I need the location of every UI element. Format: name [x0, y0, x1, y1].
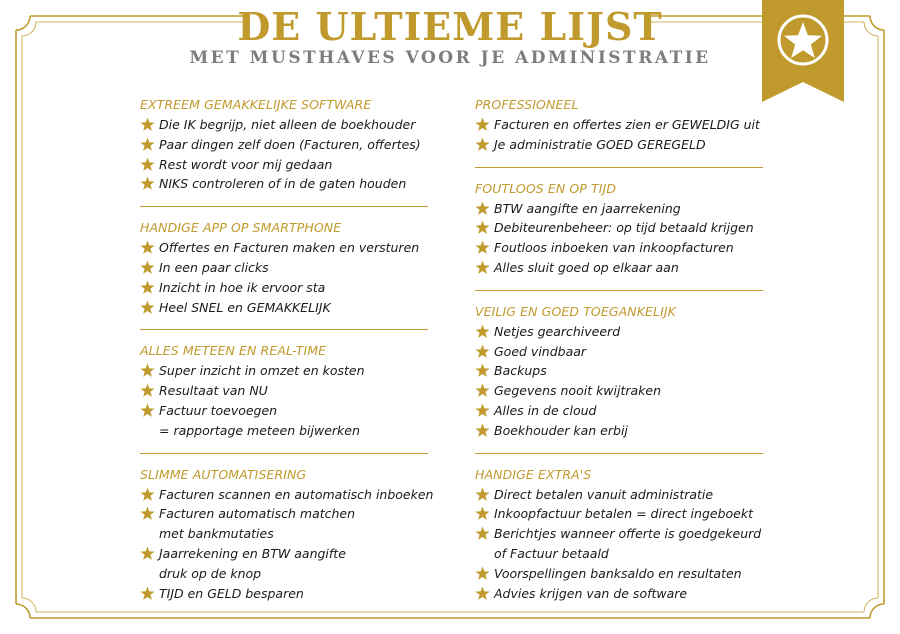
checklist-item — [140, 361, 440, 381]
checklist-item — [475, 504, 775, 524]
checklist-item — [475, 322, 775, 342]
checklist-item-text: Inkoopfactuur betalen = direct ingeboekt — [494, 506, 753, 522]
checklist-item — [475, 401, 775, 421]
checklist — [475, 322, 775, 441]
checklist-item-text: druk op de knop — [159, 565, 262, 581]
checklist-item-text: = rapportage meteen bijwerken — [159, 422, 360, 438]
star-icon — [475, 117, 490, 132]
checklist-item-text: Backups — [494, 363, 547, 379]
star-icon — [140, 176, 155, 191]
star-icon — [475, 383, 490, 398]
star-icon — [475, 344, 490, 359]
star-icon — [140, 157, 155, 172]
checklist-item-text: Resultaat van NU — [159, 383, 268, 399]
checklist-item — [140, 544, 440, 564]
checklist-item — [475, 135, 775, 155]
checklist-item — [475, 258, 775, 278]
star-icon — [475, 201, 490, 216]
checklist-item-text: Alles in de cloud — [494, 402, 597, 418]
checklist-section — [140, 95, 440, 194]
checklist-item-text: Inzicht in hoe ik ervoor sta — [159, 279, 326, 295]
checklist-item — [140, 174, 440, 194]
checklist-item — [475, 342, 775, 362]
checklist-item-text: Super inzicht in omzet en kosten — [159, 363, 365, 379]
checklist-item — [475, 485, 775, 505]
star-icon — [140, 383, 155, 398]
checklist-item — [140, 115, 440, 135]
checklist-item-text: Je administratie GOED GEREGELD — [494, 136, 706, 152]
checklist-item — [475, 199, 775, 219]
checklist-item-text: TIJD en GELD besparen — [159, 585, 304, 601]
star-icon — [140, 546, 155, 561]
checklist-item-text: Jaarrekening en BTW aangifte — [159, 545, 346, 561]
checklist-item-text: Die IK begrijp, niet alleen de boekhouder — [159, 117, 416, 132]
checklist — [140, 115, 440, 194]
checklist-item-continuation — [140, 421, 440, 441]
checklist-item — [140, 155, 440, 175]
checklist-section — [475, 465, 775, 604]
checklist-item-text: Paar dingen zelf doen (Facturen, offertes) — [159, 136, 421, 152]
star-icon — [140, 487, 155, 502]
checklist — [475, 115, 775, 155]
section-divider — [475, 453, 763, 454]
checklist-section — [475, 179, 775, 278]
star-icon — [140, 117, 155, 132]
star-icon — [140, 363, 155, 378]
section-heading: HANDIGE EXTRA'S — [475, 466, 592, 482]
right-column — [475, 95, 775, 603]
star-icon — [475, 586, 490, 601]
star-icon — [140, 137, 155, 152]
checklist-item-text: Facturen en offertes zien er GEWELDIG uit — [494, 117, 760, 132]
checklist-item-continuation — [140, 524, 440, 544]
star-icon — [140, 506, 155, 521]
checklist-item-text: Netjes gearchiveerd — [494, 323, 621, 339]
checklist-item — [140, 258, 440, 278]
section-divider — [475, 290, 763, 291]
checklist-item-text: Debiteurenbeheer: op tijd betaald krijgen — [494, 220, 754, 236]
page-subtitle: MET MUSTHAVES VOOR JE ADMINISTRATIE — [189, 48, 711, 68]
checklist-item — [140, 278, 440, 298]
checklist-item-text: BTW aangifte en jaarrekening — [494, 200, 681, 216]
section-heading: ALLES METEEN EN REAL-TIME — [140, 343, 327, 359]
checklist-item — [140, 401, 440, 421]
checklist-item — [140, 135, 440, 155]
star-icon — [475, 487, 490, 502]
section-divider — [475, 167, 763, 168]
section-heading: SLIMME AUTOMATISERING — [140, 466, 307, 482]
checklist-item-text: of Factuur betaald — [494, 545, 609, 561]
checklist-item-text: Offertes en Facturen maken en versturen — [159, 240, 420, 256]
star-icon — [140, 403, 155, 418]
checklist-item — [140, 381, 440, 401]
ribbon-badge — [762, 0, 844, 102]
section-heading: VEILIG EN GOED TOEGANKELIJK — [475, 303, 676, 319]
checklist-item-text: In een paar clicks — [159, 259, 269, 275]
left-column — [140, 95, 440, 603]
checklist-item-continuation — [140, 564, 440, 584]
checklist-item-text: Facturen scannen en automatisch inboeken — [159, 486, 434, 502]
checklist-section — [140, 341, 440, 440]
checklist-item-text: Direct betalen vanuit administratie — [494, 486, 714, 502]
checklist-item-text: Gegevens nooit kwijtraken — [494, 383, 662, 399]
checklist-item — [475, 421, 775, 441]
star-icon — [140, 586, 155, 601]
page-title: DE ULTIEME LIJST — [237, 4, 663, 49]
star-icon — [475, 137, 490, 152]
star-icon — [140, 300, 155, 315]
checklist — [140, 238, 440, 317]
checklist-item-text: Alles sluit goed op elkaar aan — [494, 259, 679, 275]
star-icon — [475, 566, 490, 581]
checklist-item-text: Voorspellingen banksaldo en resultaten — [494, 565, 742, 581]
checklist-item — [475, 381, 775, 401]
star-icon — [475, 526, 490, 541]
star-icon — [475, 220, 490, 235]
star-icon — [475, 403, 490, 418]
checklist-item-text: Factuur toevoegen — [159, 402, 278, 418]
star-icon — [140, 280, 155, 295]
checklist — [140, 361, 440, 440]
checklist-item — [475, 361, 775, 381]
checklist-item — [140, 504, 440, 524]
checklist-item-continuation — [475, 544, 775, 564]
star-icon — [475, 240, 490, 255]
checklist-item-text: Foutloos inboeken van inkoopfacturen — [494, 240, 734, 256]
star-icon — [140, 240, 155, 255]
checklist-section — [475, 95, 775, 155]
star-icon — [475, 506, 490, 521]
checklist-item — [140, 584, 440, 604]
section-heading: HANDIGE APP OP SMARTPHONE — [140, 220, 342, 236]
checklist-item-text: Heel SNEL en GEMAKKELIJK — [159, 299, 331, 315]
checklist-item — [475, 564, 775, 584]
checklist — [140, 485, 440, 604]
checklist-item-text: Goed vindbaar — [494, 343, 587, 359]
checklist-item — [475, 524, 775, 544]
checklist-item-text: Berichtjes wanneer offerte is goedgekeurd — [494, 526, 762, 542]
checklist-section — [475, 302, 775, 441]
section-divider — [140, 453, 428, 454]
checklist-section — [140, 218, 440, 317]
checklist-item — [475, 218, 775, 238]
star-icon — [475, 260, 490, 275]
checklist-item-text: Boekhouder kan erbij — [494, 422, 628, 438]
checklist-item-text: met bankmutaties — [159, 526, 274, 542]
checklist-item — [140, 298, 440, 318]
checklist-item-text: Rest wordt voor mij gedaan — [159, 156, 333, 172]
section-divider — [140, 329, 428, 330]
checklist-item-text: Advies krijgen van de software — [494, 585, 688, 601]
star-icon — [475, 423, 490, 438]
section-heading: EXTREEM GEMAKKELIJKE SOFTWARE — [140, 97, 372, 112]
star-icon — [140, 260, 155, 275]
checklist-item — [475, 238, 775, 258]
checklist-item — [140, 485, 440, 505]
checklist-item-text: Facturen automatisch matchen — [159, 506, 356, 522]
section-divider — [140, 206, 428, 207]
checklist — [475, 199, 775, 278]
star-icon — [475, 363, 490, 378]
section-heading: PROFESSIONEEL — [475, 97, 579, 112]
checklist-item — [475, 584, 775, 604]
checklist-item — [475, 115, 775, 135]
section-heading: FOUTLOOS EN OP TIJD — [475, 180, 617, 196]
checklist-item-text: NIKS controleren of in de gaten houden — [159, 176, 407, 192]
star-icon — [475, 324, 490, 339]
checklist-section — [140, 465, 440, 604]
checklist-item — [140, 238, 440, 258]
checklist — [475, 485, 775, 604]
